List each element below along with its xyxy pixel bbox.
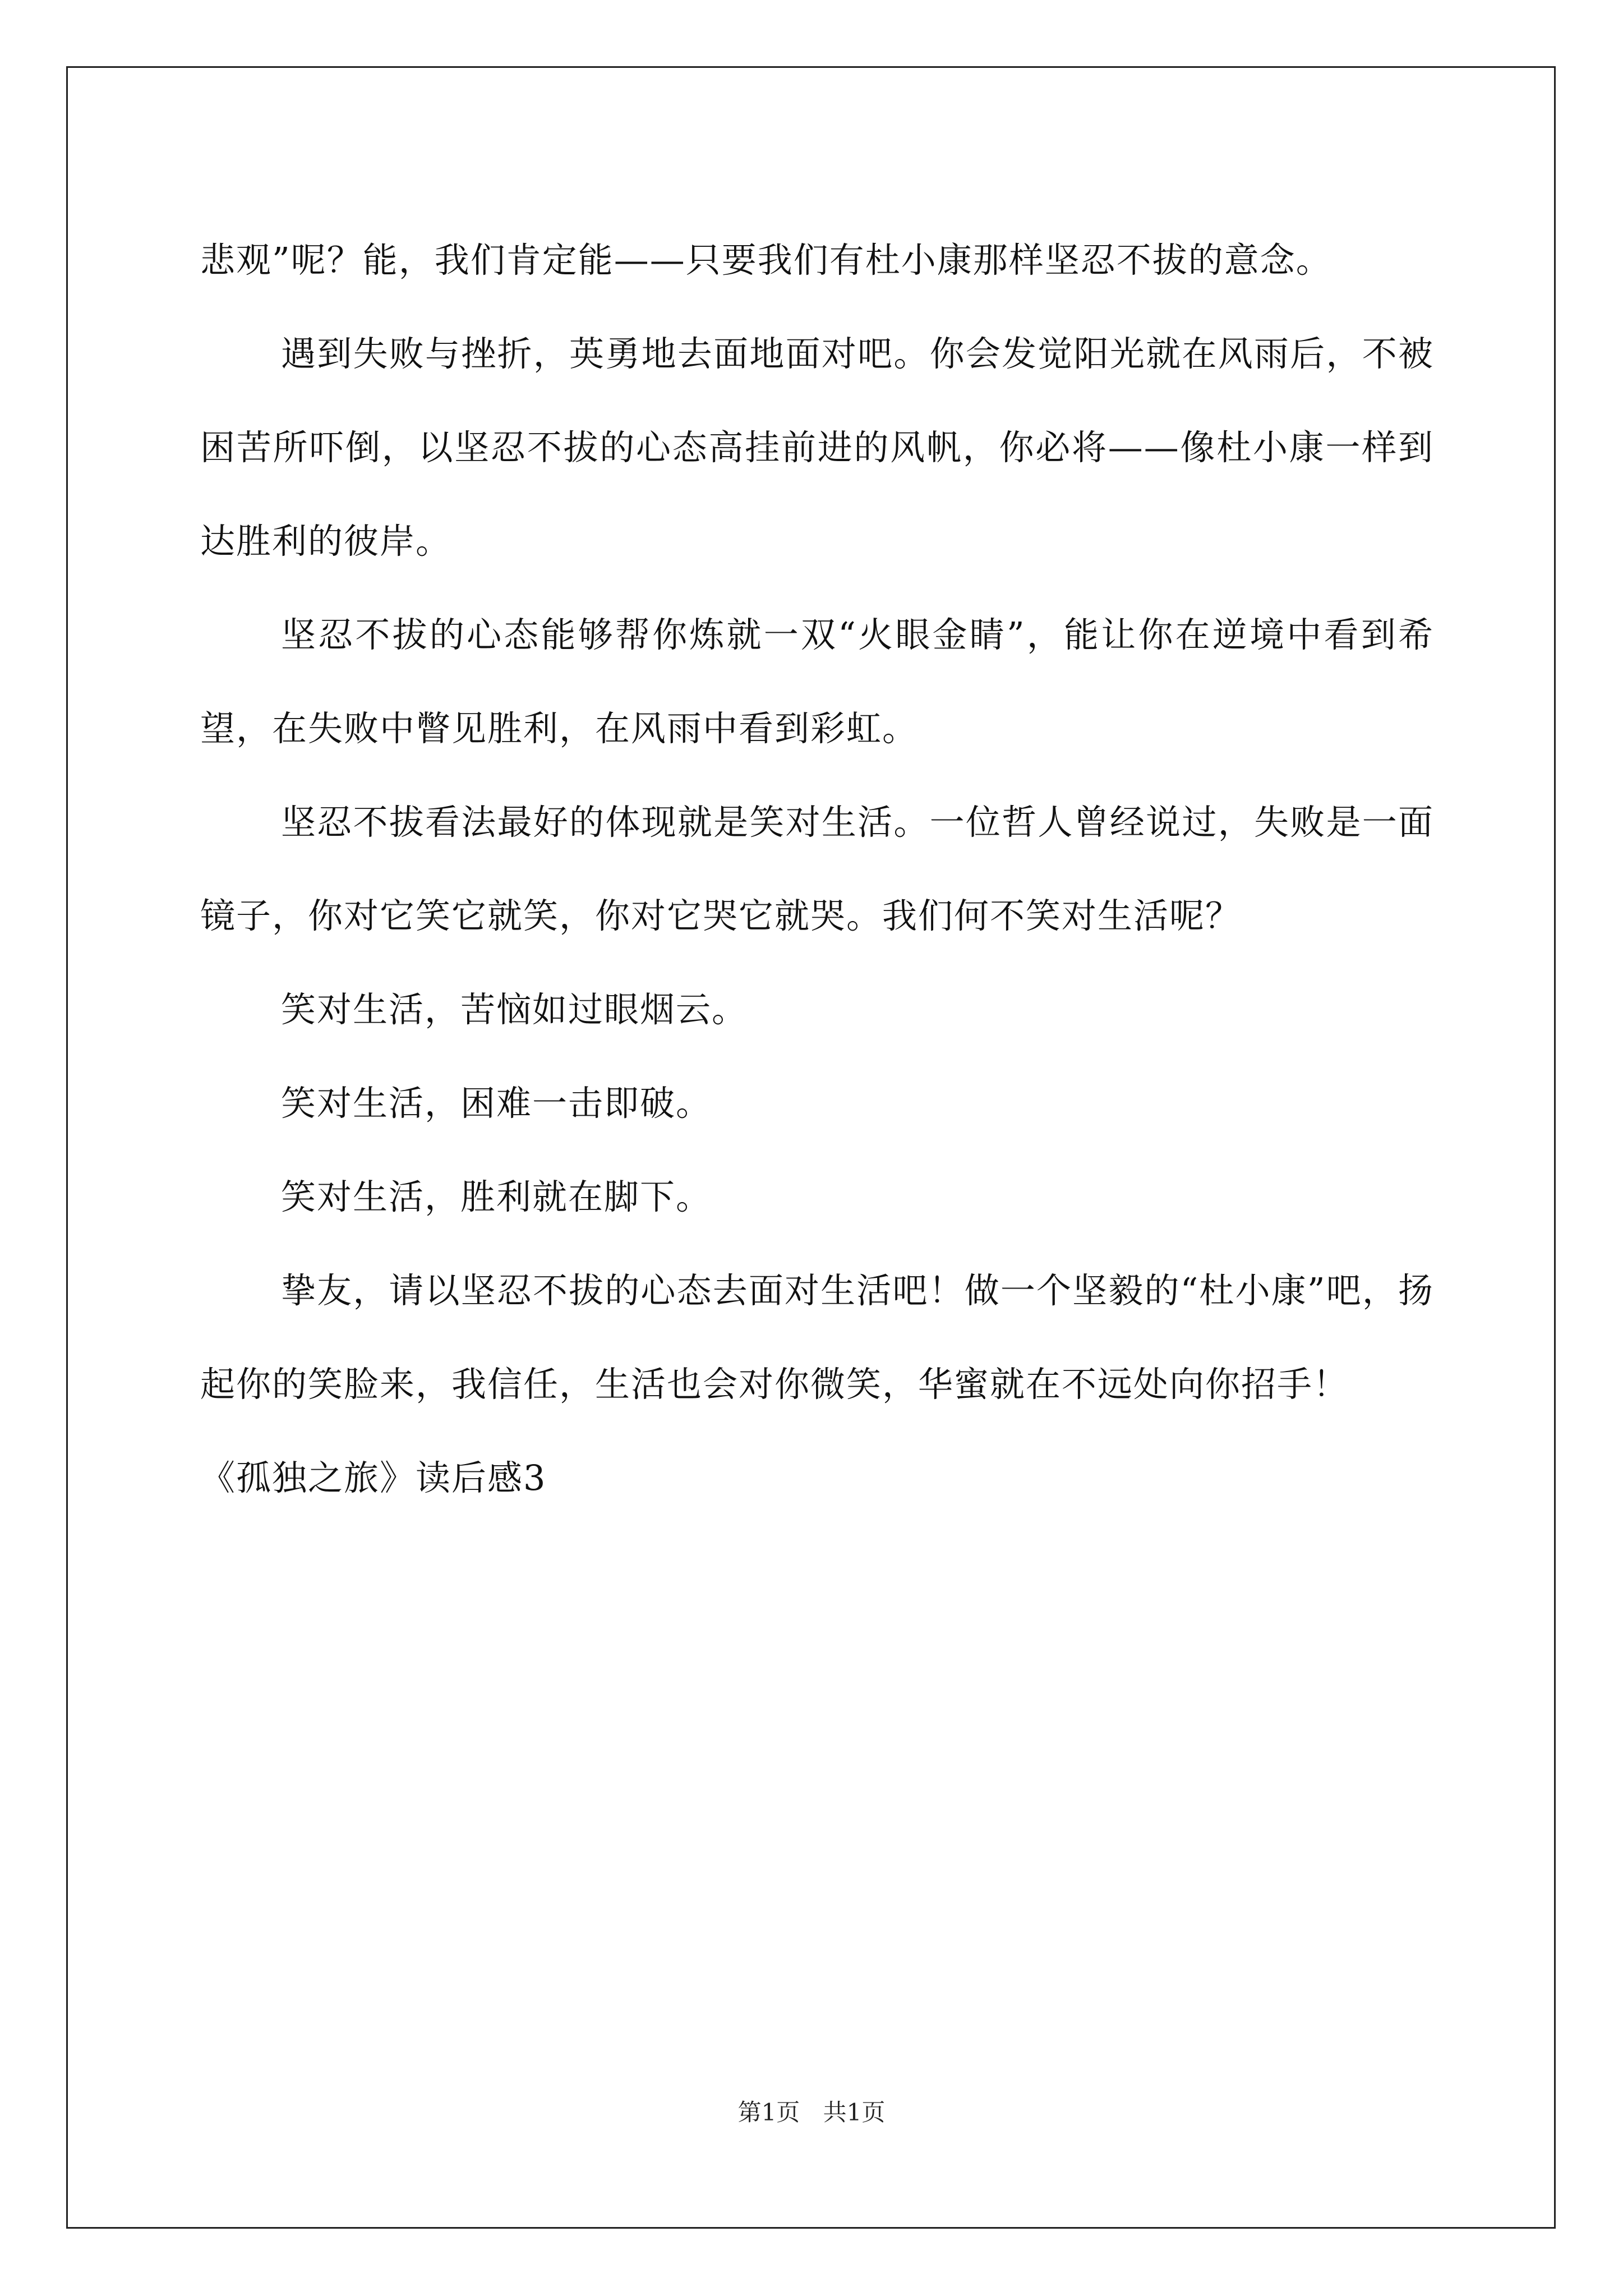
paragraph-5: 笑对生活，苦恼如过眼烟云。: [281, 989, 748, 1030]
page-total: 共1页: [823, 2099, 886, 2126]
paragraph-6: 笑对生活，困难一击即破。: [281, 1083, 712, 1124]
paragraph-7: 笑对生活，胜利就在脚下。: [281, 1176, 712, 1217]
page-number: 第1页: [737, 2099, 800, 2126]
paragraph-8: 挚友，请以坚忍不拔的心态去面对生活吧！做一个坚毅的“杜小康”吧，扬起你的笑脸来，我信任，生活也会对你微笑，华蜜就在不远处向你招手！: [200, 1270, 1434, 1405]
paragraph-2: 遇到失败与挫折，英勇地去面地面对吧。你会发觉阳光就在风雨后，不被困苦所吓倒，以坚忍不拔的心态高挂前进的风帆，你必将——像杜小康一样到达胜利的彼岸。: [200, 333, 1434, 562]
paragraph-4: 坚忍不拔看法最好的体现就是笑对生活。一位哲人曾经说过，失败是一面镜子，你对它笑它就笑，你对它哭它就哭。我们何不笑对生活呢？: [200, 802, 1434, 936]
page-footer: [0, 2096, 1623, 2129]
section-heading: 《孤独之旅》读后感3: [200, 1457, 547, 1498]
paragraph-1: 悲观”呢？能，我们肯定能——只要我们有杜小康那样坚忍不拔的意念。: [200, 240, 1332, 280]
paragraph-3: 坚忍不拔的心态能够帮你炼就一双“火眼金睛”，能让你在逆境中看到希望，在失败中瞥见胜利，在风雨中看到彩虹。: [200, 614, 1434, 749]
document-body: [200, 213, 1434, 1525]
